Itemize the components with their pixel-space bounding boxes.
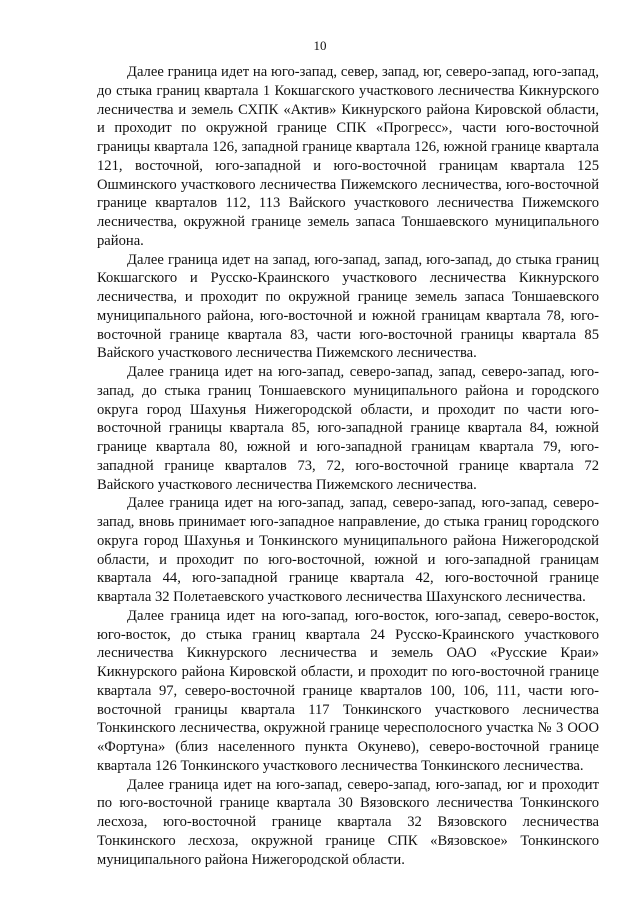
paragraph-1: Далее граница идет на юго-запад, север, запад, юг, северо-запад, юго-запад, до стыка границ квартала 1 Кокшагского участкового лесничества Кикнурского лесничества и земель СХПК «Актив» Кикнурского района Кировской области, и проходит по окружной границе СПК «Прогресс», части юго-восточной границы квартала 126, западной границе квартала 126, южной границе квартала 121, восточной, юго-западной и юго-восточной границам квартала 125 Ошминского участкового лесничества Пижемского лесничества, юго-восточной границе кварталов 112, 113 Вайского участкового лесничества Пижемского лесничества, окружной границе земель запаса Тоншаевского муниципального района. bbox=[97, 64, 599, 249]
page-number: 10 bbox=[313, 38, 327, 53]
paragraph-5: Далее граница идет на юго-запад, юго-восток, юго-запад, северо-восток, юго-восток, до стыка границ квартала 24 Русско-Краинского участкового лесничества Кикнурского лесничества и земель ОАО «Русские Краи» Кикнурского района Кировской области, и проходит по юго-восточной границе квартала 97, северо-восточной границе кварталов 100, 106, 111, части юго-восточной границы квартала 117 Тонкинского участкового лесничества Тонкинского лесничества, окружной границе чересполосного участка № 3 ООО «Фортуна» (близ населенного пункта Окунево), северо-восточной границе квартала 126 Тонкинского участкового лесничества Тонкинского лесничества. bbox=[97, 607, 599, 774]
body-text bbox=[97, 63, 599, 869]
paragraph-6: Далее граница идет на юго-запад, северо-запад, юго-запад, юг и проходит по юго-восточной границе квартала 30 Вязовского лесничества Тонкинского лесхоза, юго-восточной границе квартала 32 Вязовского лесничества Тонкинского лесхоза, окружной границе СПК «Вязовское» Тонкинского муниципального района Нижегородской области. bbox=[97, 776, 599, 868]
paragraph-2: Далее граница идет на запад, юго-запад, запад, юго-запад, до стыка границ Кокшагского и Русско-Краинского участкового лесничества Кикнурского лесничества, и проходит по окружной границе земель запаса Тоншаевского муниципального района, юго-восточной и южной границам квартала 78, юго-восточной границе квартала 83, части юго-восточной границы квартала 85 Вайского участкового лесничества Пижемского лесничества. bbox=[97, 251, 599, 362]
paragraph-4: Далее граница идет на юго-запад, запад, северо-запад, юго-запад, северо-запад, вновь принимает юго-западное направление, до стыка границ городского округа город Шахунья и Тонкинского муниципального района Нижегородской области, и проходит по юго-восточной, южной и юго-западной границам квартала 44, юго-западной границе квартала 42, юго-восточной границе квартала 32 Полетаевского участкового лесничества Шахунского лесничества. bbox=[97, 495, 599, 605]
paragraph-3: Далее граница идет на юго-запад, северо-запад, запад, северо-запад, юго-запад, до стыка границ Тоншаевского муниципального района и городского округа город Шахунья Нижегородской области, и проходит по части юго-восточной границы квартала 85, юго-западной границе квартала 84, южной границе квартала 80, южной и юго-западной границам квартала 79, юго-западной границе кварталов 73, 72, юго-восточной границе квартала 72 Вайского участкового лесничества Пижемского лесничества. bbox=[97, 364, 599, 493]
